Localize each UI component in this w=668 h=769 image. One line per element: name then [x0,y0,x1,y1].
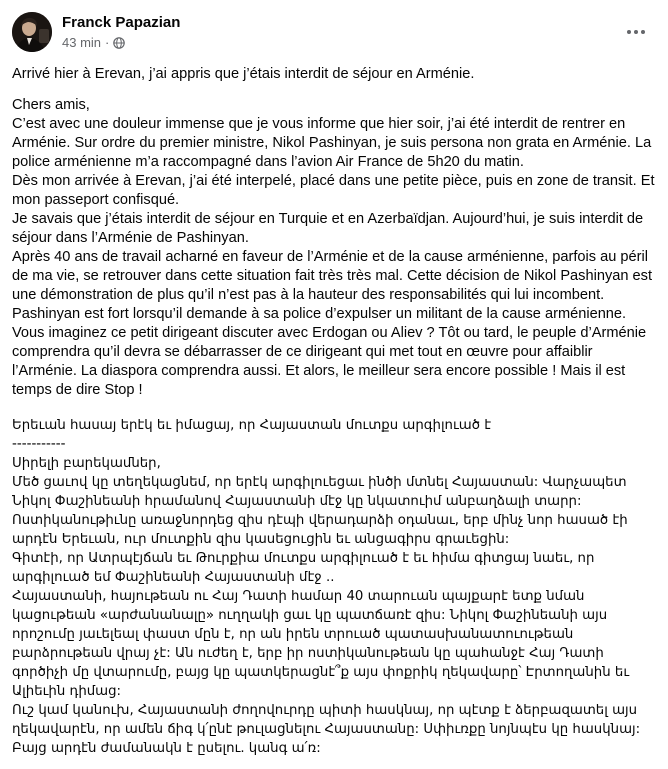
avatar[interactable] [12,12,52,52]
globe-icon[interactable] [113,37,125,49]
more-horizontal-icon [627,30,631,34]
post-meta [62,35,125,51]
post-separator: ----------- [12,436,66,452]
post-timestamp[interactable]: 43 min [62,35,102,50]
post-headline-hy: Երեւան հասայ երէկ եւ իմացայ, որ Հայաստան մուտքս արգիլուած է [12,418,492,433]
post-header [12,12,656,56]
post-body [12,65,660,758]
post-text-hy: Սիրելի բարեկամներ, Մեծ ցաւով կը տեղեկացնեմ, որ երէկ արգիլուեցաւ ինծի մտնել Հայաստան: Վարչապետ Նիկոլ Փաշինեանի հրամանով Հայաստանի մէջ կը նկատուիմ անբաղձալի տարր: Ոստիկանութիւնը առաջնորդեց զիս դէպի վերադարձի օդանաւ, երբ մինչ նոր հասած էի արդէն Երեւան, ուր մուտքին զիս կասեցուցին եւ անցագիրս գրաւեցին: Գիտէի, որ Ատրպէյճան եւ Թուրքիա մուտքս արգիլուած է եւ հիմա գիտցայ նաեւ, որ արգիլուած եմ Փաշինեանի Հայաստանի մէջ .. Հայաստանի, հայութեան ու Հայ Դատի համար 40 տարուան պայքարէ ետք նման կացութեան «արժանանալը» ուղղակի ցաւ կը պատճառէ զիս: Նիկոլ Փաշինեանի այս որոշումը յաւելեալ փաստ մըն է, որ ան իրեն տրուած պատասխանատուութեան բարձրութեան վրայ չէ: Ան ուժեղ է, երբ իր ոստիկանութեան կը պահանջէ Հայ Դատի գործիչի մը վտարումը, բայց կը պատկերացնէ՞ք այս փոքրիկ ղեկավարը՝ Էրտողանին եւ Ալիեւին դիմաց: Ուշ կամ կանուխ, Հայաստանի ժողովուրդը պիտի հասկնայ, որ պէտք է ձերբազատել այս ղեկավարէն, որ ամեն ճիգ կ՛ընէ թուլացնելու Հայաստանը: Սփիւռքը նոյնպէս կը հասկնայ: Բայց արդէն ժամանակն է ըսելու. կանգ ա՛ռ: [12,456,641,756]
author-name[interactable]: Franck Papazian [62,14,181,31]
avatar-image [12,12,52,52]
more-dot [634,30,638,34]
more-options-button[interactable] [620,18,652,46]
more-dot [641,30,645,34]
post-text-fr: Chers amis, C’est avec une douleur immense que je vous informe que hier soir, j’ai été interdit de rentrer en Arménie. Sur ordre du premier ministre, Nikol Pashinyan, je suis persona non grata en Arménie. La police arménienne m’a raccompagné dans l’avion Air France de 5h20 du matin. Dès mon arrivée à Erevan, j’ai été interpelé, placé dans une petite pièce, puis en zone de transit. Et mon passeport confisqué. Je savais que j’étais interdit de séjour en Turquie et en Azerbaïdjan. Aujourd’hui, je suis interdit de séjour dans l’Arménie de Pashinyan. Après 40 ans de travail acharné en faveur de l’Arménie et de la cause arménienne, parfois au péril de ma vie, se retrouver dans cette situation fait très très mal. Cette décision de Nikol Pashinyan est une démonstration de plus qu’il n’est pas à la hauteur des responsabilités qui lui incombent. Pashinyan est fort lorsqu’il demande à sa police d’expulser un militant de la cause arménienne. Vous imaginez ce petit dirigeant discuter avec Erdogan ou Aliev ? Tôt ou tard, le peuple d’Arménie comprendra qu’il devra se débarrasser de ce dirigeant qui met tout en œuvre pour affaiblir l’Arménie. La diaspora comprendra aussi. Et alors, le meilleur sera encore possible ! Mais il est temps de dire Stop ! [12,97,655,398]
meta-separator: · [105,35,110,50]
post-headline-fr: Arrivé hier à Erevan, j’ai appris que j’étais interdit de séjour en Arménie. [12,66,475,82]
